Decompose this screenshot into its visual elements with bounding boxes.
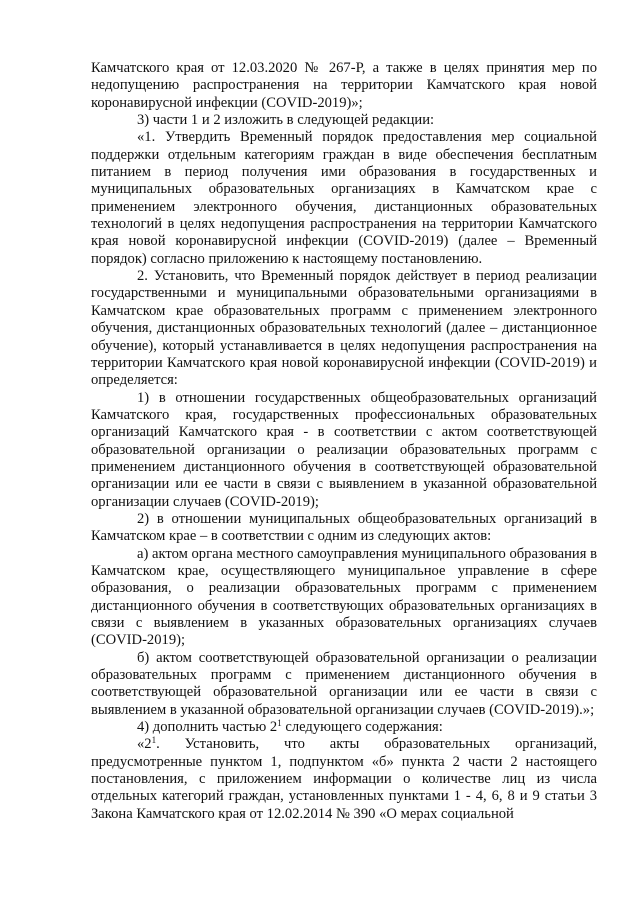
- paragraph-subclause-1: 1) в отношении государственных общеобразовательных организаций Камчатского края, государственных профессиональных образовательных организаций Камчатского края - в соответствии с актом соответствующей образовательной организации о реализации образовательных программ с применением дистанционного обучения в соответствующей образовательной организации или ее части в связи с выявлением в указанной образовательной организации случаев (COVID-2019);: [91, 389, 597, 510]
- paragraph-clause-1: «1. Утвердить Временный порядок предоставления мер социальной поддержки отдельным категориям граждан в виде обеспечения бесплатным питанием в период получения ими образования в государственных и муниципальных образовательных организациях в Камчатском крае с применением электронного обучения, дистанционных образовательных технологий в целях недопущения распространения на территории Камчатского края новой коронавирусной инфекции (COVID-2019) (далее – Временный порядок) согласно приложению к настоящему постановлению.: [91, 129, 597, 267]
- superscript-index: 1: [151, 735, 157, 746]
- paragraph-item-4-text: 4) дополнить частью 2: [137, 719, 278, 736]
- paragraph-clause-2-1-tail: . Установить, что акты образовательных организаций, предусмотренные пунктом 1, подпунктом «б» пункта 2 части 2 настоящего постановления, с приложением информации о количестве лиц из числа отдельных категорий граждан, установленных пунктами 1 - 4, 6, 8 и 9 статьи 3 Закона Камчатского края от 12.02.2014 № 390 «О мерах социальной: [91, 736, 597, 822]
- superscript-index: 1: [277, 718, 282, 729]
- paragraph-clause-2-1: [91, 736, 597, 823]
- paragraph-subclause-b: б) актом соответствующей образовательной организации о реализации образовательных программ с применением дистанционного обучения в соответствующей образовательной организации или ее части в связи с выявлением в указанной образовательной организации случаев (COVID-2019).»;: [91, 649, 597, 718]
- paragraph-clause-2-1-text: «2: [137, 736, 152, 753]
- paragraph-clause-2: 2. Установить, что Временный порядок действует в период реализации государственными и муниципальными образовательными организациями в Камчатском крае образовательных программ с применением электронного обучения, дистанционных образовательных технологий (далее – дистанционное обучение), который устанавливается в целях недопущения распространения на территории Камчатского края новой коронавирусной инфекции (COVID-2019) и определяется:: [91, 268, 597, 389]
- paragraph-subclause-a: а) актом органа местного самоуправления муниципального образования в Камчатском крае, осуществляющего муниципальное управление в сфере образования, о реализации образовательных программ с применением дистанционного обучения в соответствующих образовательных организациях в связи с выявлением в указанных образовательных организациях случаев (COVID-2019);: [91, 545, 597, 649]
- paragraph-item-4: [91, 719, 597, 736]
- paragraph-item-3: 3) части 1 и 2 изложить в следующей редакции:: [137, 112, 435, 129]
- paragraph-continuation: Камчатского края от 12.03.2020 № 267-Р, а также в целях принятия мер по недопущению распространения на территории Камчатского края новой коронавирусной инфекции (COVID-2019)»;: [91, 60, 597, 111]
- paragraph-item-4-tail: следующего содержания:: [281, 719, 443, 736]
- paragraph-subclause-2: 2) в отношении муниципальных общеобразовательных организаций в Камчатском крае – в соответствии с одним из следующих актов:: [91, 510, 597, 545]
